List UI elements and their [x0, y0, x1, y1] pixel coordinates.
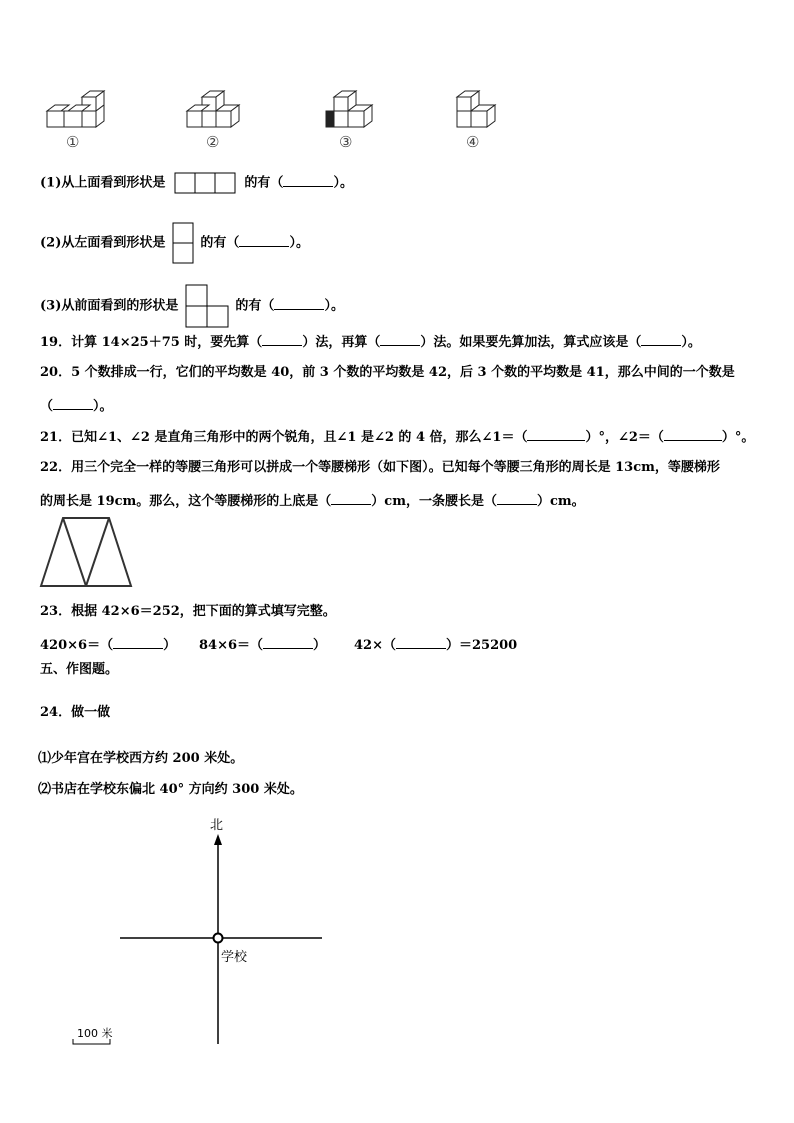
question-22-line-1: 22．用三个完全一样的等腰三角形可以拼成一个等腰梯形（如下图）。已知每个等腰三角形的周长是 13cm，等腰梯形: [40, 460, 720, 475]
figure-label-1: ①: [66, 133, 80, 151]
q19-blank-3[interactable]: [641, 333, 681, 346]
q18-sub3-prefix: (3)从前面看到的形状是: [40, 298, 179, 314]
q19-text-1: 19．计算 14×25＋75 时，要先算（: [40, 335, 263, 350]
q18-sub1-answer-blank[interactable]: [283, 174, 333, 187]
shape-two-squares-column: [172, 222, 194, 264]
section-5-heading: 五、作图题。: [40, 662, 119, 677]
q23-eq3-text-1: 42×（: [354, 638, 396, 653]
cube-figure-4: [452, 89, 516, 131]
q20-text-1: （: [40, 399, 54, 414]
school-point-icon: [214, 934, 223, 943]
q21-text-1: 21．已知∠1、∠2 是直角三角形中的两个锐角，且∠1 是∠2 的 4 倍，那么∠1＝（: [40, 430, 528, 445]
q19-blank-1[interactable]: [262, 333, 302, 346]
q18-sub2-suffix-b: ）。: [289, 235, 309, 251]
q18-sub3-suffix-b: ）。: [324, 298, 344, 314]
q21-text-2: ）°，∠2＝（: [585, 430, 664, 445]
q18-sub2: [40, 222, 309, 264]
q23-eq1-blank[interactable]: [113, 636, 163, 649]
q23-eq1-text-2: ）: [163, 638, 177, 653]
q23-eq3-blank[interactable]: [396, 636, 446, 649]
q23-equation-2: [199, 636, 326, 654]
q18-sub3-answer-blank[interactable]: [274, 297, 324, 310]
question-21: [40, 428, 754, 446]
shape-l-three-squares: [185, 284, 229, 328]
q18-sub2-prefix: (2)从左面看到形状是: [40, 235, 166, 251]
q18-sub1: [40, 172, 353, 194]
q23-eq2-text-2: ）: [313, 638, 327, 653]
north-arrow-icon: [214, 834, 222, 845]
q23-eq1-text-1: 420×6＝（: [40, 638, 114, 653]
scale-label: 100 米: [77, 1027, 113, 1040]
q24-statement-1: ⑴少年宫在学校西方约 200 米处。: [38, 751, 244, 766]
q23-eq3-text-2: ）＝25200: [445, 638, 518, 653]
question-22-line-2: [40, 492, 585, 510]
cube-figure-3: [322, 89, 386, 131]
q21-blank-1[interactable]: [527, 428, 585, 441]
figure-label-3: ③: [339, 133, 353, 151]
q23-eq2-text-1: 84×6＝（: [199, 638, 264, 653]
q19-text-4: ）。: [681, 335, 701, 350]
q21-blank-2[interactable]: [664, 428, 722, 441]
question-24-title: 24．做一做: [40, 705, 111, 720]
question-20-line-2: [40, 397, 113, 415]
q22-text-1: 的周长是 19cm。那么，这个等腰梯形的上底是（: [40, 494, 332, 509]
q18-sub1-suffix-a: 的有（: [244, 175, 284, 191]
q18-sub3: [40, 284, 344, 328]
cube-figure-1: [44, 89, 108, 131]
compass-axes: [118, 834, 324, 1046]
q24-statement-2: ⑵书店在学校东偏北 40° 方向约 300 米处。: [38, 782, 303, 797]
q23-equation-1: [40, 636, 176, 654]
trapezoid-figure: [40, 516, 134, 588]
question-23-title: 23．根据 42×6＝252，把下面的算式填写完整。: [40, 604, 336, 619]
q22-blank-1[interactable]: [331, 492, 371, 505]
figure-label-4: ④: [466, 133, 480, 151]
q20-text-2: ）。: [93, 399, 113, 414]
scale-bar: [72, 1038, 112, 1046]
q20-blank[interactable]: [53, 397, 93, 410]
cube-figure-2: [184, 89, 248, 131]
figure-label-2: ②: [206, 133, 220, 151]
q23-eq2-blank[interactable]: [263, 636, 313, 649]
q18-sub1-prefix: (1)从上面看到形状是: [40, 175, 166, 191]
q18-sub3-suffix-a: 的有（: [235, 298, 275, 314]
q21-text-3: ）°。: [721, 430, 755, 445]
north-label: 北: [210, 818, 224, 833]
q18-sub1-suffix-b: ）。: [333, 175, 353, 191]
q23-equation-3: [354, 636, 517, 654]
q22-text-3: ）cm。: [536, 494, 585, 509]
q18-sub2-answer-blank[interactable]: [239, 234, 289, 247]
q22-text-2: ）cm，一条腰长是（: [371, 494, 497, 509]
q19-text-2: ）法，再算（: [302, 335, 381, 350]
q18-sub2-suffix-a: 的有（: [200, 235, 240, 251]
shape-three-squares-row: [174, 172, 236, 194]
q19-text-3: ）法。如果要先算加法，算式应该是（: [420, 335, 642, 350]
school-label: 学校: [221, 950, 248, 965]
q19-blank-2[interactable]: [380, 333, 420, 346]
question-20-line-1: 20．5 个数排成一行，它们的平均数是 40，前 3 个数的平均数是 42，后 3 个数的平均数是 41，那么中间的一个数是: [40, 365, 735, 380]
q22-blank-2[interactable]: [497, 492, 537, 505]
question-19: [40, 333, 701, 351]
